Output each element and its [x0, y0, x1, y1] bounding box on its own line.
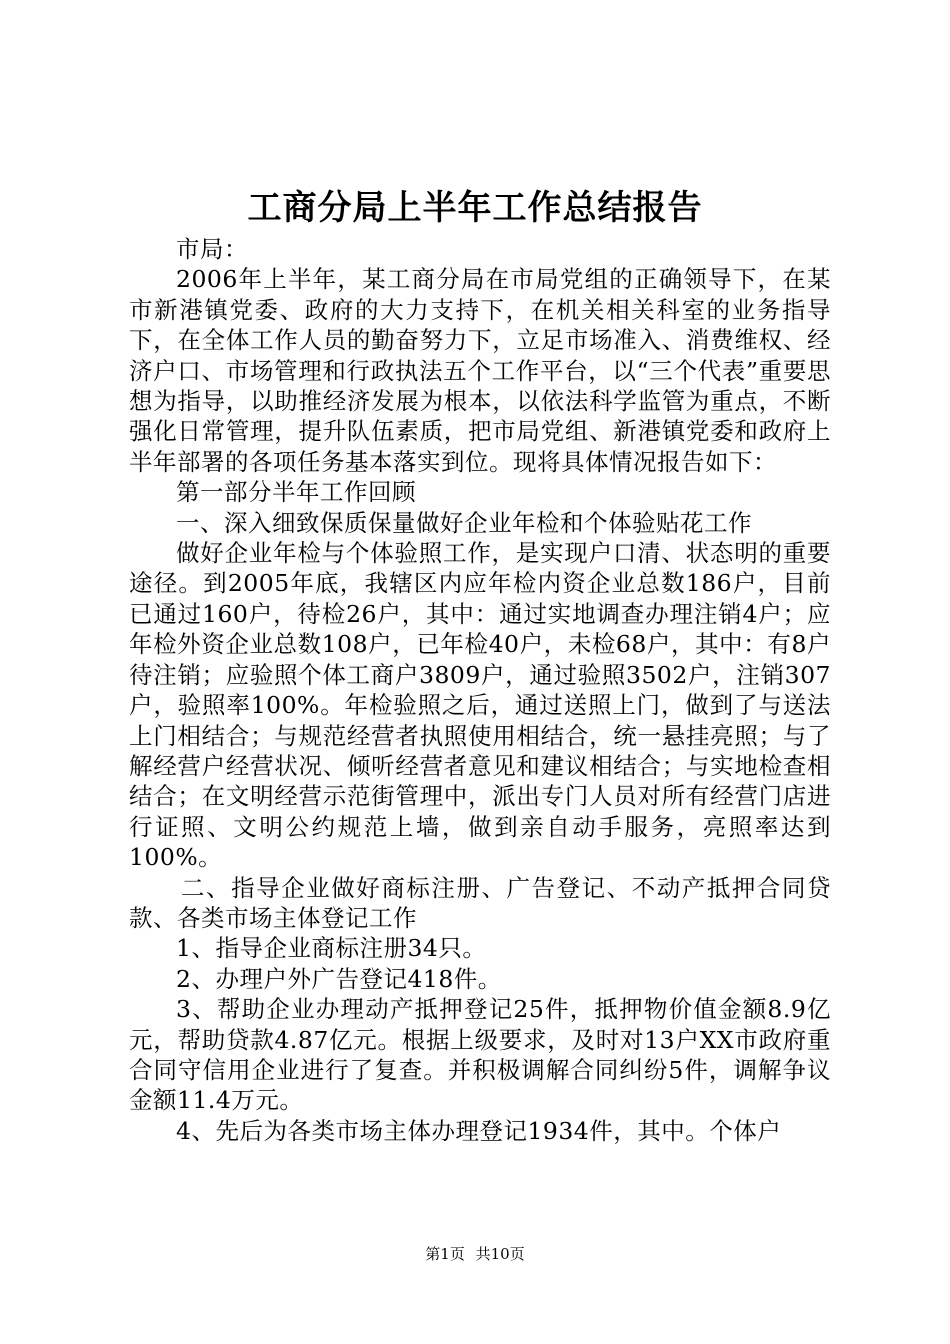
page-total: 共10页: [475, 1245, 525, 1263]
list-item-2: 2、办理户外广告登记418件。: [176, 964, 502, 993]
salutation: 市局：: [176, 235, 248, 263]
page-number: 第1页: [425, 1245, 465, 1263]
page-footer: [0, 1243, 950, 1265]
list-item-3: 3、帮助企业办理动产抵押登记25件，抵押物价值金额8.9亿元，帮助贷款4.87亿元。根据上级要求，及时对13户XX市政府重合同守信用企业进行了复查。并积极调解合同纠纷5件，调解争议金额11.4万元。: [129, 995, 831, 1115]
list-item-1: 1、指导企业商标注册34只。: [176, 934, 487, 963]
document-body: [129, 234, 831, 1146]
section-1-paragraph: 做好企业年检与个体验照工作，是实现户口清、状态明的重要途径。到2005年底，我辖区内应年检内资企业总数186户，目前已通过160户，待检26户，其中：通过实地调查办理注销4户；应年检外资企业总数108户，已年检40户，未检68户，其中：有8户待注销；应验照个体工商户3809户，通过验照3502户，注销307户，验照率100%。年检验照之后，通过送照上门，做到了与送法上门相结合；与规范经营者执照使用相结合，统一悬挂亮照；与了解经营户经营状况、倾听经营者意见和建议相结合；与实地检查相结合；在文明经营示范街管理中，派出专门人员对所有经营门店进行证照、文明公约规范上墙，做到亲自动手服务，亮照率达到100%。: [129, 539, 831, 872]
section-heading-1: 一、深入细致保质保量做好企业年检和个体验贴花工作: [176, 508, 752, 537]
document-title: 工商分局上半年工作总结报告: [247, 188, 703, 228]
intro-paragraph: 2006年上半年，某工商分局在市局党组的正确领导下，在某市新港镇党委、政府的大力支持下，在机关相关科室的业务指导下，在全体工作人员的勤奋努力下，立足市场准入、消费维权、经济户口、市场管理和行政执法五个工作平台，以“三个代表”重要思想为指导，以助推经济发展为根本，以依法科学监管为重点，不断强化日常管理，提升队伍素质，把市局党组、新港镇党委和政府上半年部署的各项任务基本落实到位。现将具体情况报告如下：: [129, 265, 831, 476]
part-heading: 第一部分半年工作回顾: [176, 478, 416, 507]
section-heading-2: 二、指导企业做好商标注册、广告登记、不动产抵押合同贷款、各类市场主体登记工作: [129, 873, 831, 932]
list-item-4: 4、先后为各类市场主体办理登记1934件，其中。个体户: [176, 1116, 782, 1145]
